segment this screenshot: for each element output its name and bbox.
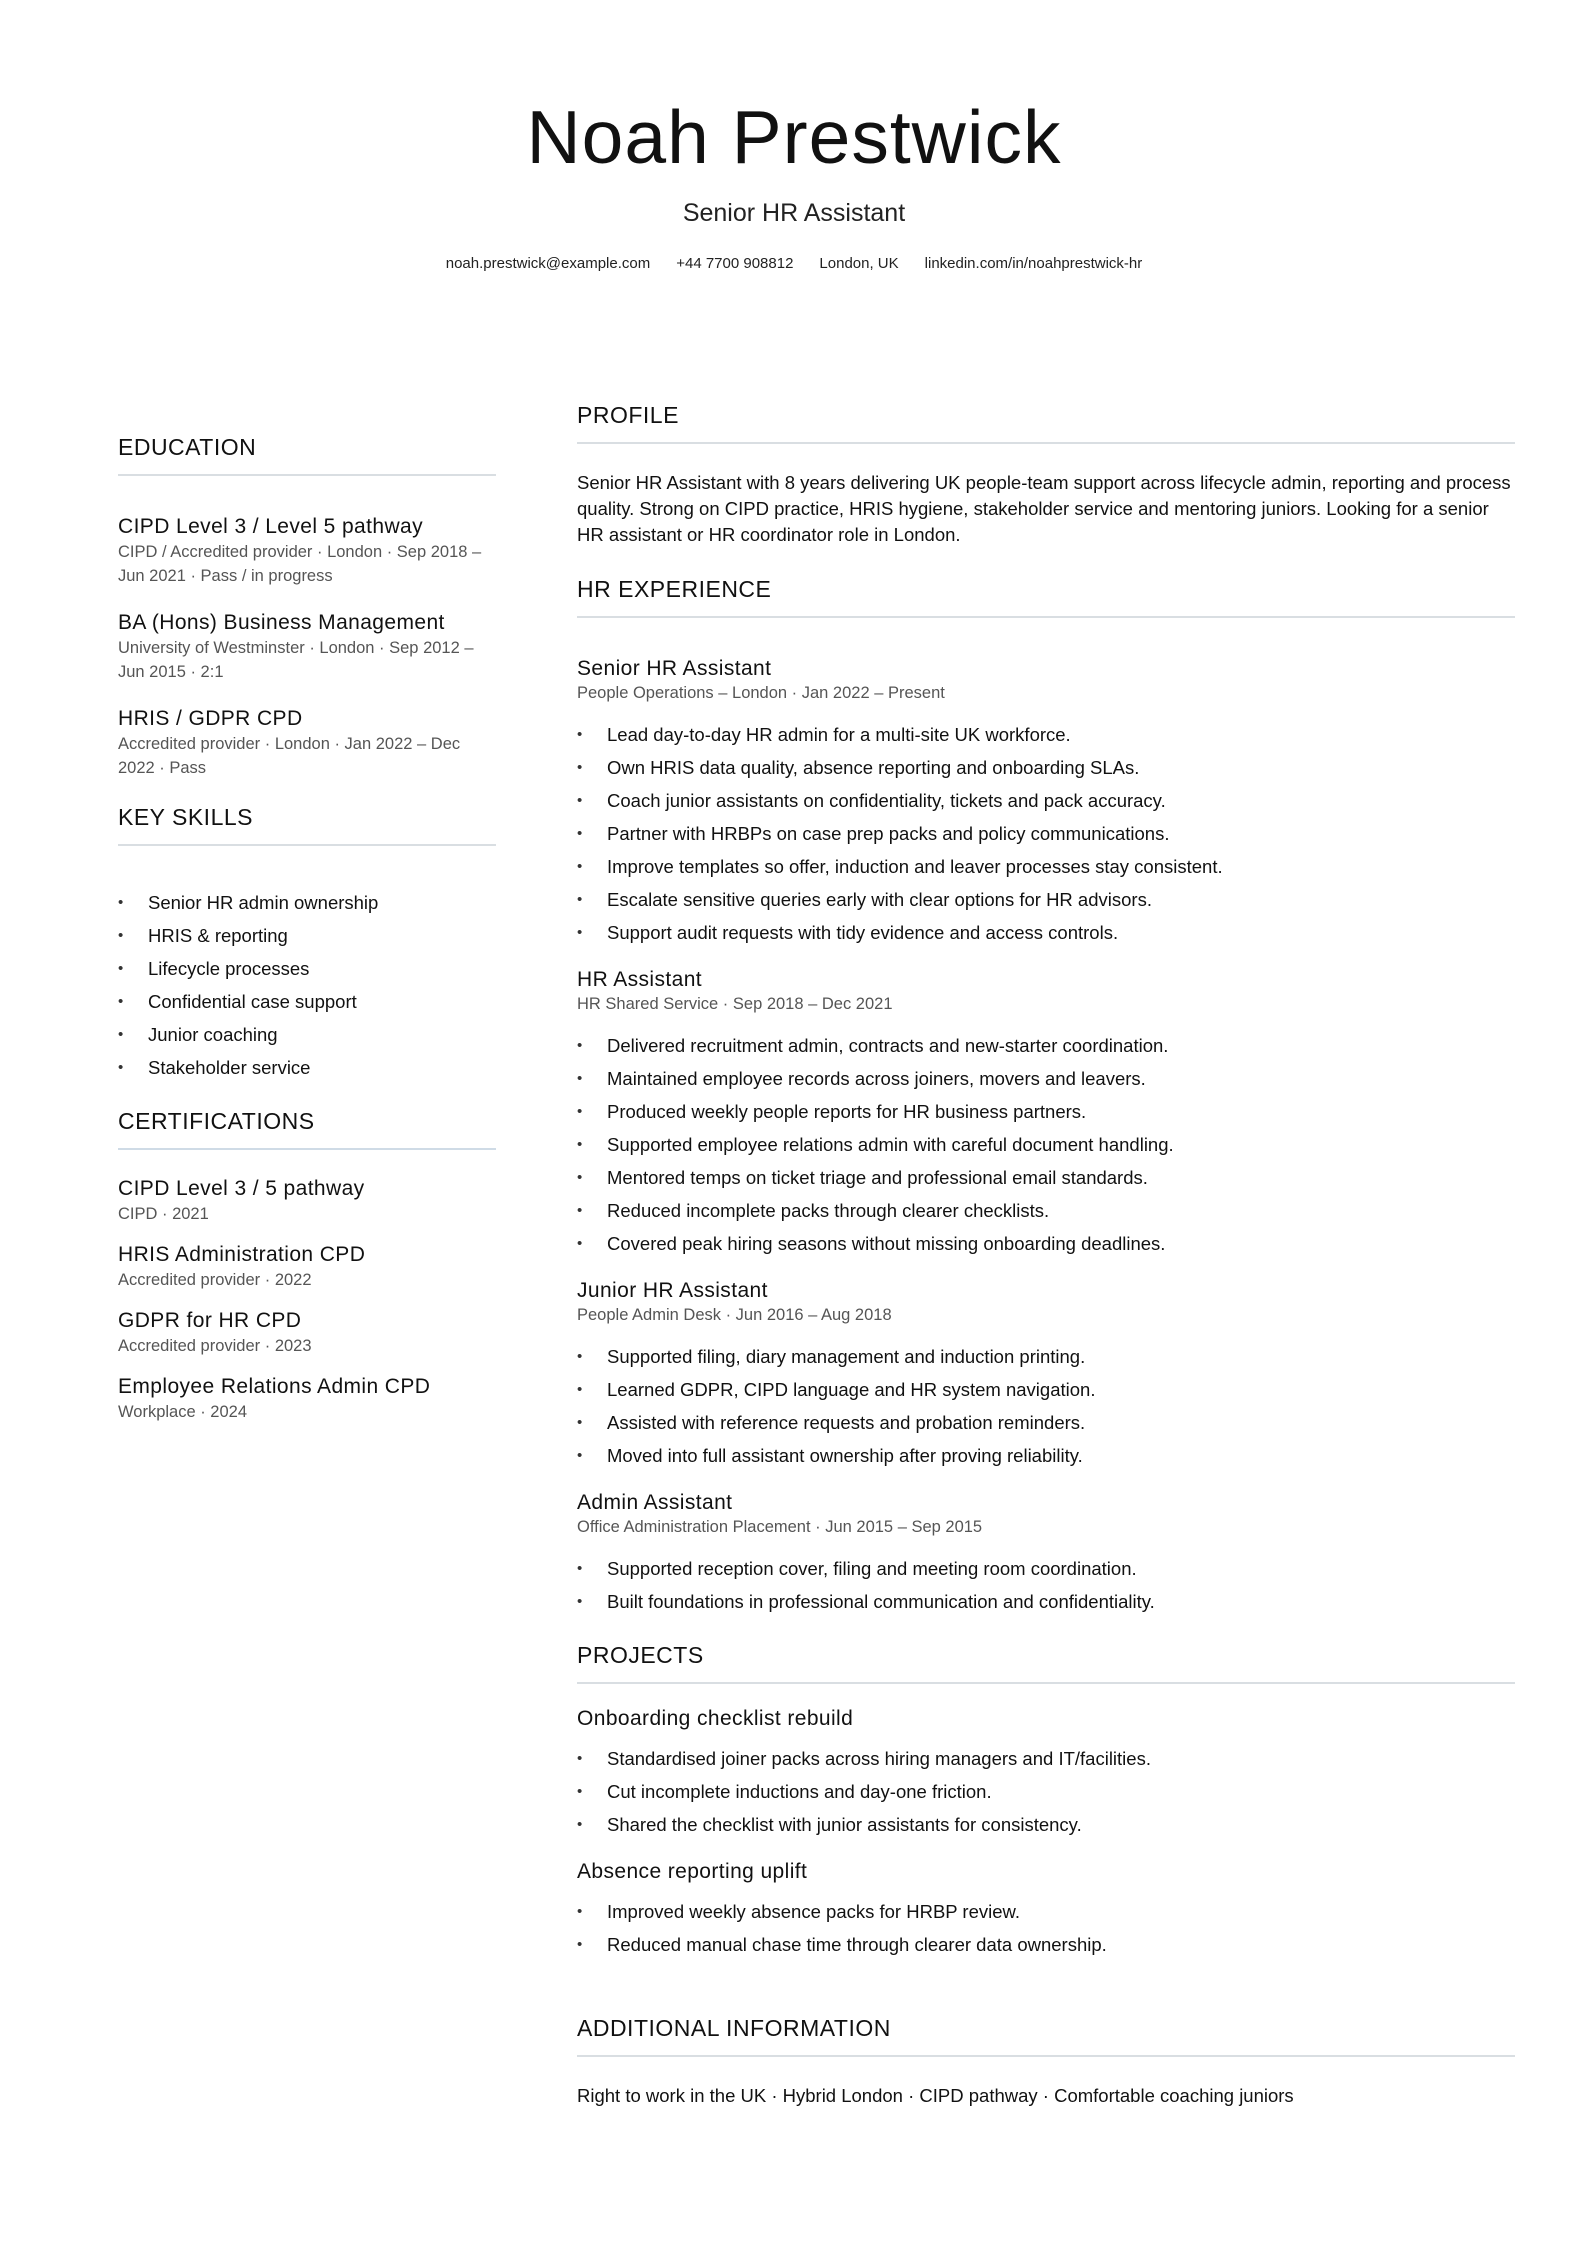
job-bullets <box>577 1552 1515 1618</box>
additional-section <box>577 2013 1515 2109</box>
certification-item <box>118 1308 496 1358</box>
contact-email[interactable]: noah.prestwick@example.com <box>445 255 651 272</box>
section-divider <box>577 1682 1515 1684</box>
job-title: Senior HR Assistant <box>577 657 772 680</box>
job-bullet: • Supported employee relations admin with careful document handling. <box>577 1128 1515 1161</box>
job-entry <box>577 1490 1515 1618</box>
section-divider <box>577 442 1515 444</box>
profile-section <box>577 400 1515 548</box>
job-entry <box>577 656 1515 949</box>
job-title: HR Assistant <box>577 968 703 991</box>
certification-item <box>118 1242 496 1292</box>
additional-heading: ADDITIONAL INFORMATION <box>577 2015 891 2041</box>
certifications-heading: CERTIFICATIONS <box>118 1108 315 1134</box>
job-meta: HR Shared Service · Sep 2018 – Dec 2021 <box>577 995 893 1013</box>
candidate-name: Noah Prestwick <box>526 95 1062 179</box>
certification-item <box>118 1374 496 1424</box>
job-bullet: • Lead day-to-day HR admin for a multi-site UK workforce. <box>577 718 1515 751</box>
contact-line <box>0 254 1588 274</box>
certification-meta: Accredited provider · 2022 <box>118 1271 312 1289</box>
skill-item: • Stakeholder service <box>118 1051 496 1084</box>
job-bullet: • Improve templates so offer, induction and leaver processes stay consistent. <box>577 850 1515 883</box>
job-bullet: • Escalate sensitive queries early with clear options for HR advisors. <box>577 883 1515 916</box>
job-bullet: • Own HRIS data quality, absence reporting and onboarding SLAs. <box>577 751 1515 784</box>
skills-list <box>118 886 496 1084</box>
job-title: Admin Assistant <box>577 1491 733 1514</box>
job-bullet: • Produced weekly people reports for HR business partners. <box>577 1095 1515 1128</box>
skills-heading: KEY SKILLS <box>118 804 253 830</box>
certifications-section <box>118 1106 496 1424</box>
skills-section <box>118 802 496 1084</box>
education-title: BA (Hons) Business Management <box>118 611 445 634</box>
skill-item: • Confidential case support <box>118 985 496 1018</box>
certification-meta: CIPD · 2021 <box>118 1205 209 1223</box>
job-entry <box>577 1278 1515 1472</box>
candidate-title: Senior HR Assistant <box>682 199 906 227</box>
contact-phone[interactable]: +44 7700 908812 <box>676 255 794 272</box>
job-bullet: • Maintained employee records across joiners, movers and leavers. <box>577 1062 1515 1095</box>
project-bullets <box>577 1742 1515 1841</box>
skill-item: • Junior coaching <box>118 1018 496 1051</box>
education-section <box>118 432 496 780</box>
job-bullet: • Supported filing, diary management and induction printing. <box>577 1340 1515 1373</box>
certification-title: CIPD Level 3 / 5 pathway <box>118 1177 365 1200</box>
project-bullet: • Shared the checklist with junior assistants for consistency. <box>577 1808 1515 1841</box>
profile-heading: PROFILE <box>577 402 679 428</box>
education-item <box>118 610 496 684</box>
job-bullet: • Partner with HRBPs on case prep packs and policy communications. <box>577 817 1515 850</box>
projects-section <box>577 1640 1515 1961</box>
education-list <box>118 514 496 780</box>
project-bullet: • Improved weekly absence packs for HRBP review. <box>577 1895 1515 1928</box>
skill-item: • HRIS & reporting <box>118 919 496 952</box>
job-meta: People Admin Desk · Jun 2016 – Aug 2018 <box>577 1306 892 1324</box>
additional-text: Right to work in the UK · Hybrid London · CIPD pathway · Comfortable coaching juniors <box>577 2085 1294 2106</box>
job-meta: People Operations – London · Jan 2022 – Present <box>577 684 945 702</box>
project-bullet: • Cut incomplete inductions and day-one friction. <box>577 1775 1515 1808</box>
education-meta: University of Westminster · London · Sep 2012 – Jun 2015 · 2:1 <box>118 639 474 681</box>
job-bullets <box>577 1340 1515 1472</box>
education-title: CIPD Level 3 / Level 5 pathway <box>118 515 423 538</box>
job-bullet: • Assisted with reference requests and probation reminders. <box>577 1406 1515 1439</box>
left-column <box>118 432 496 1440</box>
project-bullet: • Standardised joiner packs across hiring managers and IT/facilities. <box>577 1742 1515 1775</box>
section-divider <box>118 474 496 476</box>
certification-item <box>118 1176 496 1226</box>
project-entry <box>577 1859 1515 1961</box>
skill-item: • Senior HR admin ownership <box>118 886 496 919</box>
section-divider <box>118 1148 496 1150</box>
education-heading: EDUCATION <box>118 434 257 460</box>
certification-title: Employee Relations Admin CPD <box>118 1375 431 1398</box>
project-bullets <box>577 1895 1515 1961</box>
job-meta: Office Administration Placement · Jun 2015 – Sep 2015 <box>577 1518 983 1536</box>
job-bullet: • Reduced incomplete packs through clearer checklists. <box>577 1194 1515 1227</box>
job-bullet: • Supported reception cover, filing and meeting room coordination. <box>577 1552 1515 1585</box>
job-bullet: • Moved into full assistant ownership after proving reliability. <box>577 1439 1515 1472</box>
experience-heading: HR EXPERIENCE <box>577 576 772 602</box>
skill-item: • Lifecycle processes <box>118 952 496 985</box>
education-meta: CIPD / Accredited provider · London · Sep 2018 – Jun 2021 · Pass / in progress <box>118 543 482 585</box>
job-bullet: • Learned GDPR, CIPD language and HR system navigation. <box>577 1373 1515 1406</box>
projects-heading: PROJECTS <box>577 1642 704 1668</box>
project-title: Absence reporting uplift <box>577 1860 808 1883</box>
right-column <box>577 400 1515 2109</box>
certifications-list <box>118 1176 496 1424</box>
job-entry <box>577 967 1515 1260</box>
certification-meta: Workplace · 2024 <box>118 1403 248 1421</box>
education-item <box>118 706 496 780</box>
education-title: HRIS / GDPR CPD <box>118 707 303 730</box>
job-bullets <box>577 1029 1515 1260</box>
section-divider <box>118 844 496 846</box>
certification-meta: Accredited provider · 2023 <box>118 1337 312 1355</box>
job-bullet: • Support audit requests with tidy evidence and access controls. <box>577 916 1515 949</box>
project-entry <box>577 1706 1515 1841</box>
contact-linkedin[interactable]: linkedin.com/in/noahprestwick-hr <box>924 255 1143 272</box>
certification-title: GDPR for HR CPD <box>118 1309 302 1332</box>
experience-section <box>577 574 1515 1618</box>
education-meta: Accredited provider · London · Jan 2022 – Dec 2022 · Pass <box>118 735 461 777</box>
job-bullet: • Mentored temps on ticket triage and professional email standards. <box>577 1161 1515 1194</box>
job-bullet: • Covered peak hiring seasons without missing onboarding deadlines. <box>577 1227 1515 1260</box>
job-bullet: • Delivered recruitment admin, contracts and new-starter coordination. <box>577 1029 1515 1062</box>
profile-summary: Senior HR Assistant with 8 years delivering UK people-team support across lifecycle admin, reporting and process quality. Strong on CIPD practice, HRIS hygiene, stakeholder service and mentoring juniors. Looking for a senior HR assistant or HR coordinator role in London. <box>577 472 1511 545</box>
section-divider <box>577 2055 1515 2057</box>
project-title: Onboarding checklist rebuild <box>577 1707 854 1730</box>
section-divider <box>577 616 1515 618</box>
job-bullet: • Coach junior assistants on confidentiality, tickets and pack accuracy. <box>577 784 1515 817</box>
job-bullet: • Built foundations in professional communication and confidentiality. <box>577 1585 1515 1618</box>
job-title: Junior HR Assistant <box>577 1279 768 1302</box>
project-bullet: • Reduced manual chase time through clearer data ownership. <box>577 1928 1515 1961</box>
certification-title: HRIS Administration CPD <box>118 1243 366 1266</box>
education-item <box>118 514 496 588</box>
contact-location: London, UK <box>819 255 899 272</box>
job-bullets <box>577 718 1515 949</box>
